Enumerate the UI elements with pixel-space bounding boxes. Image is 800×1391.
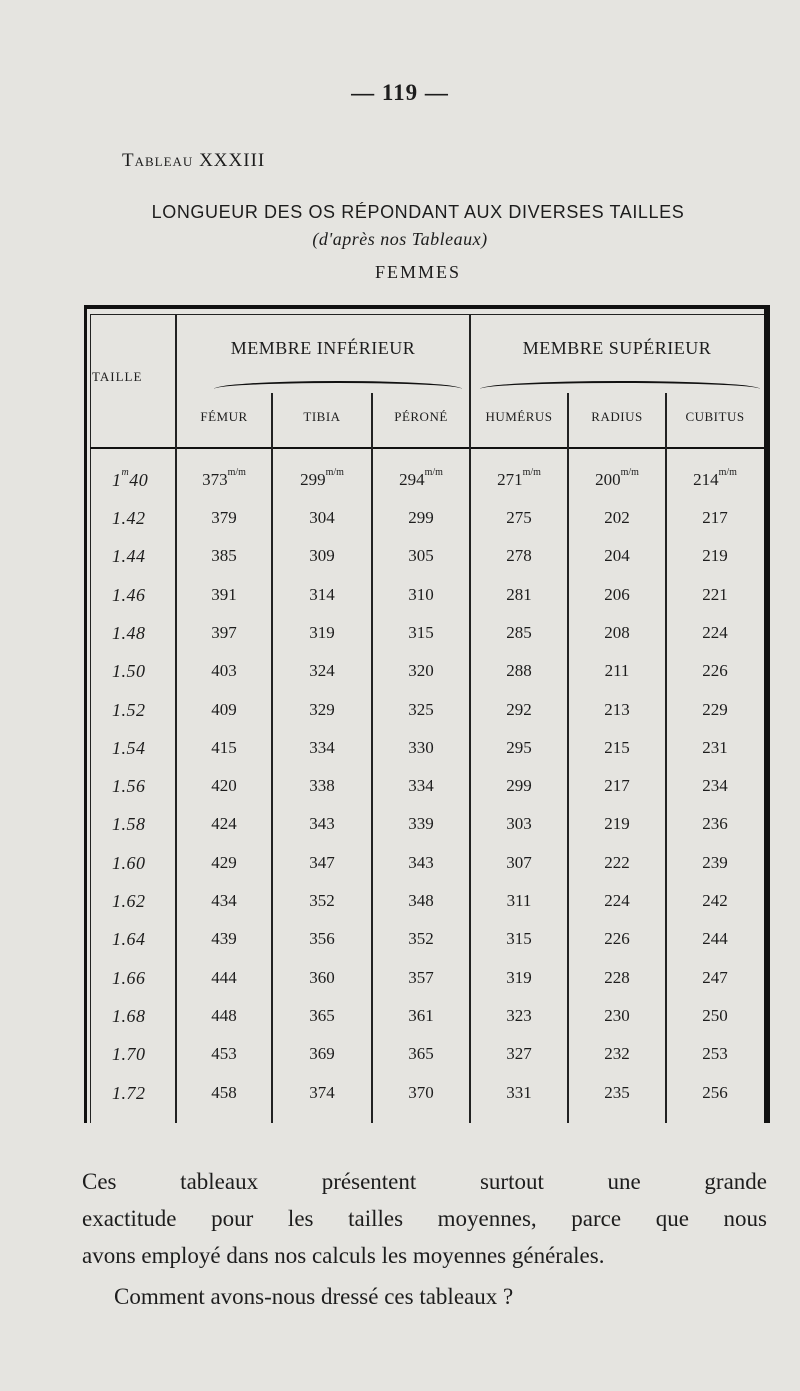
perone-cell: 330 — [408, 737, 434, 757]
perone-value: 294 — [399, 470, 425, 489]
taille-prefix: 1 — [112, 470, 122, 490]
tibia-cell: 338 — [309, 776, 335, 796]
cubitus-cell: 253 — [702, 1044, 728, 1064]
taille-header: TAILLE — [92, 369, 143, 384]
femur-cell: 403 — [211, 661, 237, 681]
paragraph-2: Comment avons-nous dressé ces tableaux ? — [114, 1284, 514, 1309]
perone-cell — [372, 461, 470, 499]
humerus-cell — [470, 461, 568, 499]
table-row — [84, 805, 770, 843]
femur-cell — [176, 461, 272, 499]
taille-cell: 1.52 — [112, 699, 146, 720]
perone-cell: 320 — [408, 661, 434, 681]
cubitus-cell: 217 — [702, 508, 728, 527]
radius-cell: 235 — [604, 1082, 630, 1102]
radius-cell: 211 — [604, 661, 630, 681]
radius-cell: 202 — [604, 508, 630, 527]
radius-cell: 208 — [604, 622, 630, 642]
perone-cell: 370 — [408, 1082, 434, 1102]
cubitus-cell: 247 — [702, 967, 728, 987]
humerus-cell: 319 — [506, 967, 532, 987]
radius-cell: 213 — [604, 699, 630, 719]
paragraph-1-line-3: avons employé dans nos calculs les moyennes générales. — [82, 1243, 605, 1268]
page-number: — 119 — — [351, 80, 449, 105]
tibia-cell: 347 — [309, 852, 335, 872]
col-header-cubitus: CUBITUS — [685, 409, 745, 424]
taille-cell: 1.58 — [112, 814, 146, 835]
femur-cell: 379 — [211, 508, 237, 527]
table-row — [84, 537, 770, 575]
group-header-upper-limb: MEMBRE SUPÉRIEUR — [522, 338, 712, 358]
group-header-lower-limb: MEMBRE INFÉRIEUR — [230, 338, 416, 358]
cubitus-cell: 244 — [702, 929, 728, 949]
taille-cell: 1.62 — [112, 891, 146, 911]
radius-cell: 217 — [604, 776, 630, 796]
perone-cell: 365 — [408, 1044, 434, 1064]
femur-cell: 424 — [211, 814, 237, 834]
paragraph-1-line-2: exactitude pour les tailles moyennes, parce que nous — [82, 1206, 767, 1231]
table-subtitle: (d'après nos Tableaux) — [312, 229, 488, 249]
femur-cell: 439 — [211, 929, 237, 949]
perone-cell: 361 — [408, 1005, 434, 1025]
table-row — [84, 1035, 770, 1073]
taille-cell: 1.66 — [112, 967, 146, 988]
femur-cell: 448 — [211, 1005, 237, 1025]
taille-cell — [112, 461, 176, 499]
perone-cell: 352 — [408, 929, 434, 949]
table-border-top-inner — [90, 314, 770, 315]
taille-cell: 1.48 — [112, 622, 146, 643]
humerus-cell: 292 — [506, 699, 532, 719]
paragraph-1 — [82, 1163, 767, 1274]
perone-cell: 339 — [408, 814, 434, 834]
perone-cell: 334 — [408, 776, 434, 796]
unit-label: m/m — [718, 467, 737, 478]
tibia-cell — [272, 461, 372, 499]
humerus-cell: 281 — [506, 584, 532, 604]
cubitus-cell: 231 — [702, 737, 728, 757]
table-border-top — [84, 305, 770, 309]
table-row — [84, 767, 770, 805]
radius-cell: 215 — [604, 737, 630, 757]
cubitus-cell: 256 — [702, 1082, 728, 1102]
cubitus-cell: 236 — [702, 814, 728, 834]
femur-cell: 458 — [211, 1082, 237, 1102]
femur-cell: 434 — [211, 891, 237, 910]
table-row-first — [84, 461, 770, 499]
humerus-cell: 278 — [506, 546, 532, 566]
radius-cell: 206 — [604, 584, 630, 604]
cubitus-cell: 234 — [702, 776, 728, 796]
unit-label: m/m — [325, 467, 344, 478]
femur-cell: 391 — [211, 584, 237, 604]
col-header-humerus: HUMÉRUS — [485, 409, 553, 424]
tibia-cell: 329 — [309, 699, 335, 719]
taille-cell: 1.72 — [112, 1082, 146, 1103]
radius-cell: 232 — [604, 1044, 630, 1064]
taille-cell: 1.42 — [112, 508, 146, 528]
unit-label: m/m — [227, 467, 246, 478]
perone-cell: 343 — [408, 852, 434, 872]
brace-upper-limb — [480, 381, 760, 389]
radius-cell: 224 — [604, 891, 630, 910]
taille-cell: 1.44 — [112, 546, 146, 567]
taille-cell: 1.54 — [112, 737, 146, 758]
radius-cell: 226 — [604, 929, 630, 949]
humerus-cell: 307 — [506, 852, 532, 872]
humerus-cell: 331 — [506, 1082, 532, 1102]
table-row — [84, 997, 770, 1035]
humerus-cell: 299 — [506, 776, 532, 796]
table-row — [84, 499, 770, 537]
tibia-cell: 360 — [309, 967, 335, 987]
header-divider — [90, 447, 764, 449]
taille-cell: 1.64 — [112, 929, 146, 950]
humerus-cell: 315 — [506, 929, 532, 949]
table-label: Tableau XXXIII — [122, 150, 266, 171]
cubitus-cell: 250 — [702, 1005, 728, 1025]
tibia-cell: 319 — [309, 622, 335, 642]
radius-cell: 230 — [604, 1005, 630, 1025]
taille-cell: 1.56 — [112, 776, 146, 797]
table-title: LONGUEUR DES OS RÉPONDANT AUX DIVERSES TAILLES — [151, 202, 685, 222]
radius-cell — [568, 461, 666, 499]
taille-cell: 1.68 — [112, 1005, 146, 1026]
radius-cell: 219 — [604, 814, 630, 834]
taille-unit: m — [121, 467, 130, 478]
tibia-cell: 324 — [309, 661, 335, 681]
tibia-cell: 356 — [309, 929, 335, 949]
col-header-radius: RADIUS — [591, 409, 643, 424]
taille-cell: 1.50 — [112, 661, 146, 682]
tibia-cell: 304 — [309, 508, 335, 527]
col-header-femur: FÉMUR — [200, 409, 248, 424]
humerus-cell: 311 — [506, 891, 532, 910]
paragraph-1-line-1: Ces tableaux présentent surtout une grande — [82, 1169, 767, 1194]
table-row — [84, 959, 770, 997]
table-row — [84, 844, 770, 882]
cubitus-cell: 224 — [702, 622, 728, 642]
radius-cell: 228 — [604, 967, 630, 987]
tibia-cell: 314 — [309, 584, 335, 604]
tibia-cell: 334 — [309, 737, 335, 757]
tibia-cell: 374 — [309, 1082, 335, 1102]
table-row — [84, 729, 770, 767]
radius-cell: 222 — [604, 852, 630, 872]
femur-cell: 385 — [211, 546, 237, 566]
humerus-cell: 323 — [506, 1005, 532, 1025]
femur-cell: 453 — [211, 1044, 237, 1064]
table-row — [84, 652, 770, 690]
taille-cell: 1.60 — [112, 852, 146, 873]
cubitus-cell — [666, 461, 764, 499]
table-row — [84, 920, 770, 958]
table-row — [84, 1074, 770, 1112]
femur-cell: 415 — [211, 737, 237, 757]
cubitus-cell: 239 — [702, 852, 728, 872]
perone-cell: 348 — [408, 891, 434, 910]
perone-cell: 357 — [408, 967, 434, 987]
humerus-cell: 327 — [506, 1044, 532, 1064]
perone-cell: 305 — [408, 546, 434, 566]
humerus-cell: 275 — [506, 508, 532, 527]
cubitus-cell: 242 — [702, 891, 728, 910]
cubitus-cell: 226 — [702, 661, 728, 681]
cubitus-cell: 221 — [702, 584, 728, 604]
unit-label: m/m — [620, 467, 639, 478]
col-header-tibia: TIBIA — [303, 409, 341, 424]
femur-cell: 429 — [211, 852, 237, 872]
taille-suffix: 40 — [129, 470, 149, 490]
femur-cell: 397 — [211, 622, 237, 642]
perone-cell: 299 — [408, 508, 434, 527]
taille-cell: 1.70 — [112, 1044, 146, 1065]
cubitus-cell: 219 — [702, 546, 728, 566]
humerus-cell: 285 — [506, 622, 532, 642]
humerus-cell: 303 — [506, 814, 532, 834]
tibia-value: 299 — [300, 470, 326, 489]
perone-cell: 325 — [408, 699, 434, 719]
humerus-value: 271 — [497, 470, 523, 489]
table-row — [84, 882, 770, 920]
unit-label: m/m — [522, 467, 541, 478]
bone-length-table — [84, 305, 770, 1123]
humerus-cell: 295 — [506, 737, 532, 757]
table-row — [84, 576, 770, 614]
femur-value: 373 — [202, 470, 228, 489]
brace-lower-limb — [214, 381, 462, 389]
col-header-perone: PÉRONÉ — [394, 409, 448, 424]
table-row — [84, 691, 770, 729]
radius-cell: 204 — [604, 546, 630, 566]
perone-cell: 315 — [408, 622, 434, 642]
tibia-cell: 369 — [309, 1044, 335, 1064]
unit-label: m/m — [424, 467, 443, 478]
table-row — [84, 614, 770, 652]
cubitus-value: 214 — [693, 470, 719, 489]
tibia-cell: 365 — [309, 1005, 335, 1025]
tibia-cell: 352 — [309, 891, 335, 910]
femur-cell: 420 — [211, 776, 237, 796]
taille-cell: 1.46 — [112, 584, 146, 605]
section-heading: FEMMES — [374, 262, 462, 282]
femur-cell: 409 — [211, 699, 237, 719]
perone-cell: 310 — [408, 584, 434, 604]
tibia-cell: 343 — [309, 814, 335, 834]
radius-value: 200 — [595, 470, 621, 489]
humerus-cell: 288 — [506, 661, 532, 681]
femur-cell: 444 — [211, 967, 237, 987]
tibia-cell: 309 — [309, 546, 335, 566]
cubitus-cell: 229 — [702, 699, 728, 719]
